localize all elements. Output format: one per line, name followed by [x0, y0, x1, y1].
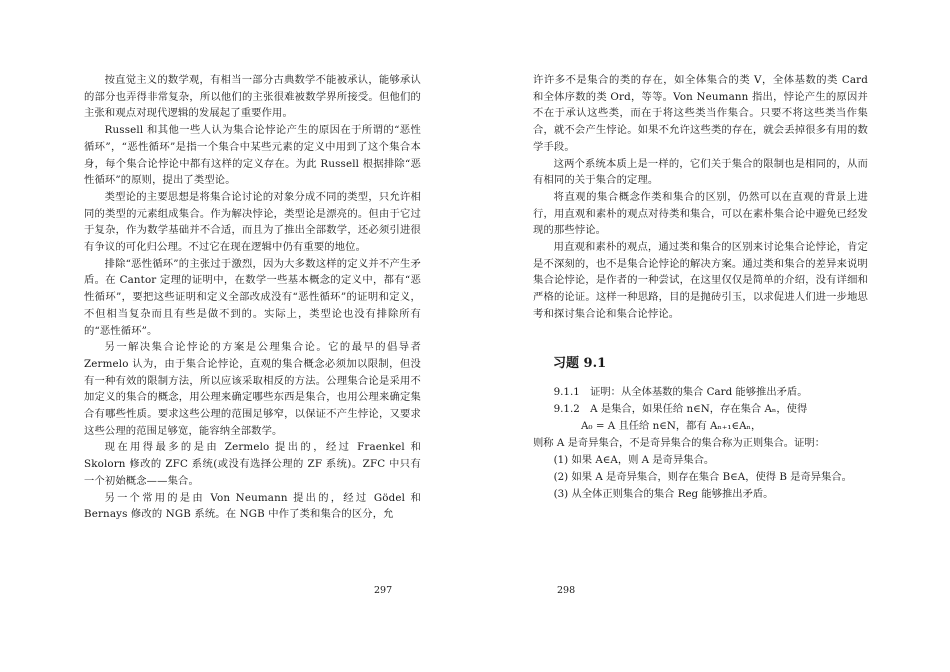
paragraph: 许许多不是集合的类的存在，如全体集合的类 V，全体基数的类 Card 和全体序数的类 Ord，等等。Von Neumann 指出，悖论产生的原因并不在于承认这些类，而在于将这些类当作集合。只要不将这些类当作集合，就不会产生悖论。如果不允许这些类的存在，就会丢掉很多有用的数学手段。	[533, 74, 868, 153]
paragraph: 另一个常用的是由 Von Neumann 提出的，经过 Gödel 和 Bernays 修改的 NGB 系统。在 NGB 中作了类和集合的区分，允	[84, 491, 421, 521]
paragraph: 将直观的集合概念作类和集合的区别，仍然可以在直观的背景上进行，用直观和素朴的观点对待类和集合，可以在素朴集合论中避免已经发现的那些悖论。	[533, 190, 868, 237]
exercise-formula: A₀ = A 且任给 n∈N，都有 Aₙ₊₁∈Aₙ，	[581, 419, 762, 432]
paragraph: 现在用得最多的是由 Zermelo 提出的，经过 Fraenkel 和 Skolorn 修改的 ZFC 系统(或没有选择公理的 ZF 系统)。ZFC 中只有一个初始概念——集合。	[84, 441, 421, 487]
paragraph: 另一解决集合论悖论的方案是公理集合论。它的最早的倡导者 Zermelo 认为，由于集合论悖论，直观的集合概念必须加以限制，但没有一种有效的限制方法，所以应该采取相反的方法。公理集合论是采用不加定义的集合的概念，用公理来确定哪些东西是集合，也用公理来确定集合有哪些性质。要求这些公理的范围足够窄，以保证不产生悖论，又要求这些公理的范围足够宽，能容纳全部数学。	[84, 341, 421, 437]
exercise-item: 9.1.2 A 是集合，如果任给 n∈N，存在集合 Aₙ，使得	[553, 402, 808, 415]
paragraph: Russell 和其他一些人认为集合论悖论产生的原因在于所谓的“恶性循环”，“恶性循环”是指一个集合中某些元素的定义中用到了这个集合本身，每个集合论悖论中都有这样的定义存在。为此 Russell 根据排除“恶性循环”的原则，提出了类型论。	[84, 124, 421, 187]
paragraph: 类型论的主要思想是将集合论讨论的对象分成不同的类型，只允许相同的类型的元素组成集合。作为解决悖论，类型论是漂亮的。但由于它过于复杂，作为数学基础并不合适，而且为了推出全部数学，还必须引进很有争议的可化归公理。不过它在现在逻辑中仍有重要的地位。	[84, 190, 421, 254]
exercise-part: (1) 如果 A∈A，则 A 是奇异集合。	[553, 453, 715, 466]
left-page	[84, 72, 421, 523]
right-page	[533, 72, 868, 503]
paragraph: 按直觉主义的数学观，有相当一部分古典数学不能被承认，能够承认的部分也弄得非常复杂，所以他们的主张很难被数学界所接受。但他们的主张和观点对现代逻辑的发展起了重要作用。	[84, 74, 421, 120]
page-number-right: 298	[557, 585, 576, 596]
paragraph: 这两个系统本质上是一样的，它们关于集合的限制也是相同的，从而有相同的关于集合的定理。	[533, 157, 868, 187]
exercise-part: (2) 如果 A 是奇异集合，则存在集合 B∈A，使得 B 是奇异集合。	[553, 470, 852, 483]
exercise-part: (3) 从全体正则集合的集合 Reg 能够推出矛盾。	[553, 487, 774, 500]
exercise-heading: 习题 9.1	[553, 355, 607, 371]
exercise-item: 9.1.1 证明：从全体基数的集合 Card 能够推出矛盾。	[553, 385, 808, 398]
page-number-left: 297	[374, 585, 393, 596]
exercise-continuation: 则称 A 是奇异集合，不是奇异集合的集合称为正则集合。证明：	[533, 436, 825, 449]
paragraph: 排除“恶性循环”的主张过于激烈，因为大多数这样的定义并不产生矛盾。在 Cantor 定理的证明中，在数学一些基本概念的定义中，都有“恶性循环”，要把这些证明和定义全部改成没有“恶性循环”的证明和定义，不但相当复杂而且有些是做不到的。实际上，类型论也没有排除所有的“恶性循环”。	[84, 257, 421, 337]
paragraph: 用直观和素朴的观点，通过类和集合的区别来讨论集合论悖论，肯定是不深刻的，也不是集合论悖论的解决方案。通过类和集合的差异来说明集合论悖论，是作者的一种尝试，在这里仅仅是简单的介绍，没有详细和严格的论证。这样一种思路，目的是抛砖引玉，以求促进人们进一步地思考和探讨集合论和集合论悖论。	[533, 241, 868, 320]
